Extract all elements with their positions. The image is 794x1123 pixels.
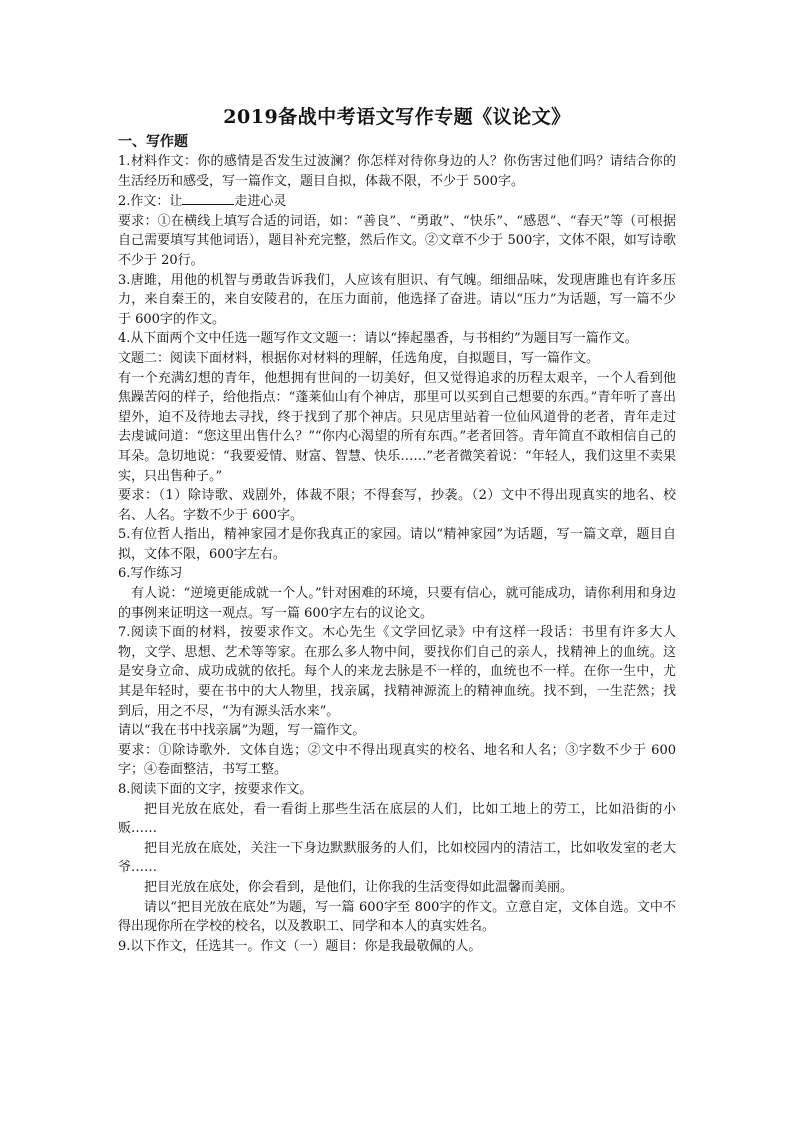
question-6-heading: 6.写作练习 (118, 566, 183, 582)
document-page (118, 104, 676, 956)
question-2-requirements: 要求：①在横线上填写合适的词语，如：“善良”、“勇敢”、“快乐”、“感恩”、“春天”等（可根据自己需要填写其他词语），题目补充完整，然后作文。②文章不少于 500字，文体不限，如写诗歌不少于 20行。 (118, 213, 676, 268)
question-4-requirements: 要求：（1）除诗歌、戏剧外，体裁不限；不得套写，抄袭。（2）文中不得出现真实的地名、校名、人名。字数不少于 600字。 (118, 488, 676, 523)
question-2 (118, 191, 676, 212)
question-2-suffix: 走进心灵 (234, 194, 287, 210)
document-title: 2019备战中考语文写作专题《议论文》 (223, 106, 571, 128)
fill-in-blank-line (182, 191, 234, 205)
section-heading: 一、写作题 (118, 134, 188, 150)
question-8-paragraph-1: 把目光放在底处，看一看街上那些生活在底层的人们，比如工地上的劳工，比如沿街的小贩…… (118, 801, 676, 837)
question-2-prefix: 2.作文：让 (118, 194, 183, 210)
question-8-paragraph-3: 把目光放在底处，你会看到，是他们，让你我的生活变得如此温馨而美丽。 (144, 879, 574, 895)
question-4-option-2: 文题二：阅读下面材料，根据你对材料的理解，任选角度，自拟题目，写一篇作文。 (118, 350, 600, 366)
question-3: 3.唐雎，用他的机智与勇敢告诉我们，人应该有胆识、有气魄。细细品味，发现唐雎也有许多压力，来自秦王的，来自安陵君的，在压力面前，他选择了奋进。请以“压力”为话题，写一篇不少于 600字的作文。 (118, 272, 676, 327)
question-8-heading: 8.阅读下面的文字，按要求作文。 (118, 782, 313, 797)
question-8-requirements: 请以“把目光放在底处”为题，写一篇 600字至 800字的作文。立意自定，文体自选。文中不得出现你所在学校的校名，以及教职工、同学和本人的真实姓名。 (118, 899, 676, 935)
question-7-material: 7.阅读下面的材料，按要求作文。木心先生《文学回忆录》中有这样一段话：书里有许多大人物，文学、思想、艺术等等家。在那么多人物中间，要找你们自己的亲人，找精神上的血统。这是安身立命、成功成就的依托。每个人的来龙去脉是不一样的，血统也不一样。在你一生中，尤其是年轻时，要在书中的大人物里，找亲属，找精神源流上的精神血统。找不到，一生茫然；找到后，用之不尽，“为有源头活水来”。 (118, 625, 676, 719)
question-7-topic: 请以“我在书中找亲属”为题，写一篇作文。 (118, 723, 366, 739)
question-6-body: 有人说：“逆境更能成就一个人。”针对困难的环境，只要有信心，就可能成功，请你利用和身边的事例来证明这一观点。写一篇 600字左右的议论文。 (118, 586, 676, 621)
question-5: 5.有位哲人指出，精神家园才是你我真正的家园。请以“精神家园”为话题，写一篇文章，题目自拟，文体不限，600字左右。 (118, 527, 676, 562)
question-4-option-1: 4.从下面两个文中任选一题写作文文题一：请以“捧起墨香，与书相约”为题目写一篇作文。 (118, 331, 638, 347)
question-9: 9.以下作文，任选其一。作文（一）题目：你是我最敬佩的人。 (118, 938, 482, 954)
question-1: 1.材料作文：你的感情是否发生过波澜？你怎样对待你身边的人？你伤害过他们吗？请结合你的生活经历和感受，写一篇作文，题目自拟，体裁不限，不少于 500字。 (118, 154, 676, 189)
question-4-story: 有一个充满幻想的青年，他想拥有世间的一切美好，但又觉得追求的历程太艰辛，一个人看到他焦躁苦闷的样子，给他指点：“蓬莱仙山有个神店，那里可以买到自己想要的东西。”青年听了喜出望外，迫不及待地去寻找，终于找到了那个神店。只见店里站着一位仙风道骨的老者，青年走过去虔诚问道：“您这里出售什么？”“你内心渴望的所有东西。”老者回答。青年简直不敢相信自己的耳朵。急切地说：“我要爱情、财富、智慧、快乐……”老者微笑着说：“年轻人，我们这里不卖果实，只出售种子。” (118, 370, 676, 484)
question-7-requirements: 要求：①除诗歌外．文体自选；②文中不得出现真实的校名、地名和人名；③字数不少于 600字；④卷面整洁，书写工整。 (118, 742, 676, 778)
question-8-paragraph-2: 把目光放在底处，关注一下身边默默服务的人们，比如校园内的清洁工，比如收发室的老大爷…… (118, 840, 676, 876)
